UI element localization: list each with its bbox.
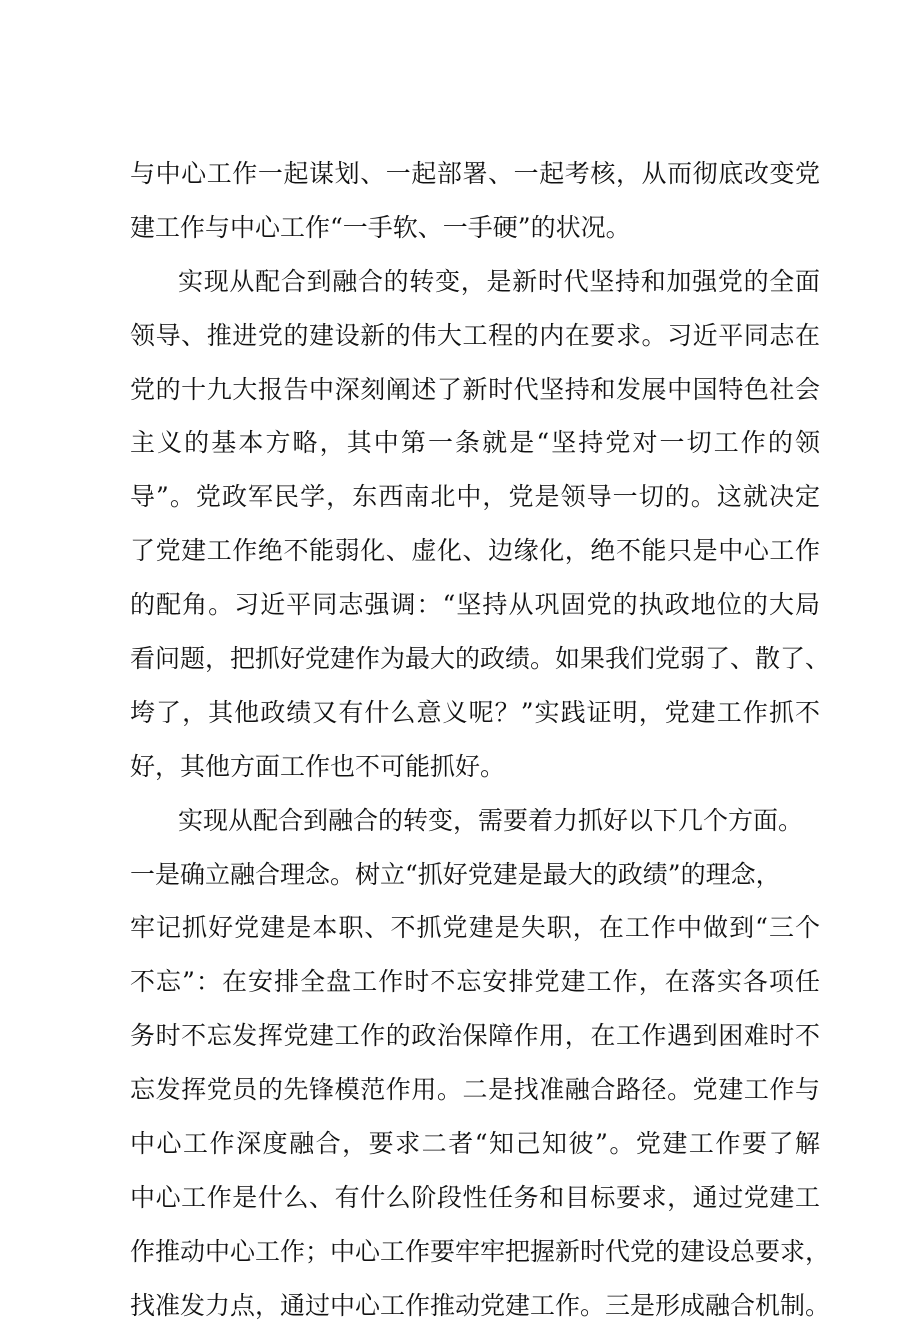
text-line: 垮了，其他政绩又有什么意义呢？”实践证明，党建工作抓不 xyxy=(130,697,820,727)
text-line: 牢记抓好党建是本职、不抓党建是失职，在工作中做到“三个 xyxy=(130,913,820,943)
text-line: 党的十九大报告中深刻阐述了新时代坚持和发展中国特色社会 xyxy=(130,374,820,404)
paragraph-first-line: 实现从配合到融合的转变，是新时代坚持和加强党的全面 xyxy=(178,266,820,296)
text-line: 的配角。习近平同志强调：“坚持从巩固党的执政地位的大局 xyxy=(130,590,820,620)
text-line: 中心工作深度融合，要求二者“知己知彼”。党建工作要了解 xyxy=(130,1129,820,1159)
text-line: 看问题，把抓好党建作为最大的政绩。如果我们党弱了、散了、 xyxy=(130,644,831,674)
text-line: 与中心工作一起谋划、一起部署、一起考核，从而彻底改变党 xyxy=(130,159,820,188)
text-line: 导”。党政军民学，东西南北中，党是领导一切的。这就决定 xyxy=(130,482,820,512)
text-line: 找准发力点，通过中心工作推动党建工作。三是形成融合机制。 xyxy=(130,1290,831,1320)
text-line: 领导、推进党的建设新的伟大工程的内在要求。习近平同志在 xyxy=(130,320,820,350)
text-line: 中心工作是什么、有什么阶段性任务和目标要求，通过党建工 xyxy=(130,1182,820,1212)
text-line: 忘发挥党员的先锋模范作用。二是找准融合路径。党建工作与 xyxy=(130,1075,820,1105)
text-line: 一是确立融合理念。树立“抓好党建是最大的政绩”的理念， xyxy=(130,859,781,889)
body-text xyxy=(130,147,831,1333)
text-line: 建工作与中心工作“一手软、一手硬”的状况。 xyxy=(130,212,631,242)
text-line: 作推动中心工作；中心工作要牢牢把握新时代党的建设总要求， xyxy=(130,1236,831,1266)
text-line: 好，其他方面工作也不可能抓好。 xyxy=(130,751,506,781)
text-line: 务时不忘发挥党建工作的政治保障作用，在工作遇到困难时不 xyxy=(130,1021,820,1051)
text-line: 主义的基本方略，其中第一条就是“坚持党对一切工作的领 xyxy=(130,428,820,458)
text-line: 不忘”：在安排全盘工作时不忘安排党建工作，在落实各项任 xyxy=(130,967,820,997)
text-line: 了党建工作绝不能弱化、虚化、边缘化，绝不能只是中心工作 xyxy=(130,536,820,566)
paragraph-first-line: 实现从配合到融合的转变，需要着力抓好以下几个方面。 xyxy=(178,805,804,835)
